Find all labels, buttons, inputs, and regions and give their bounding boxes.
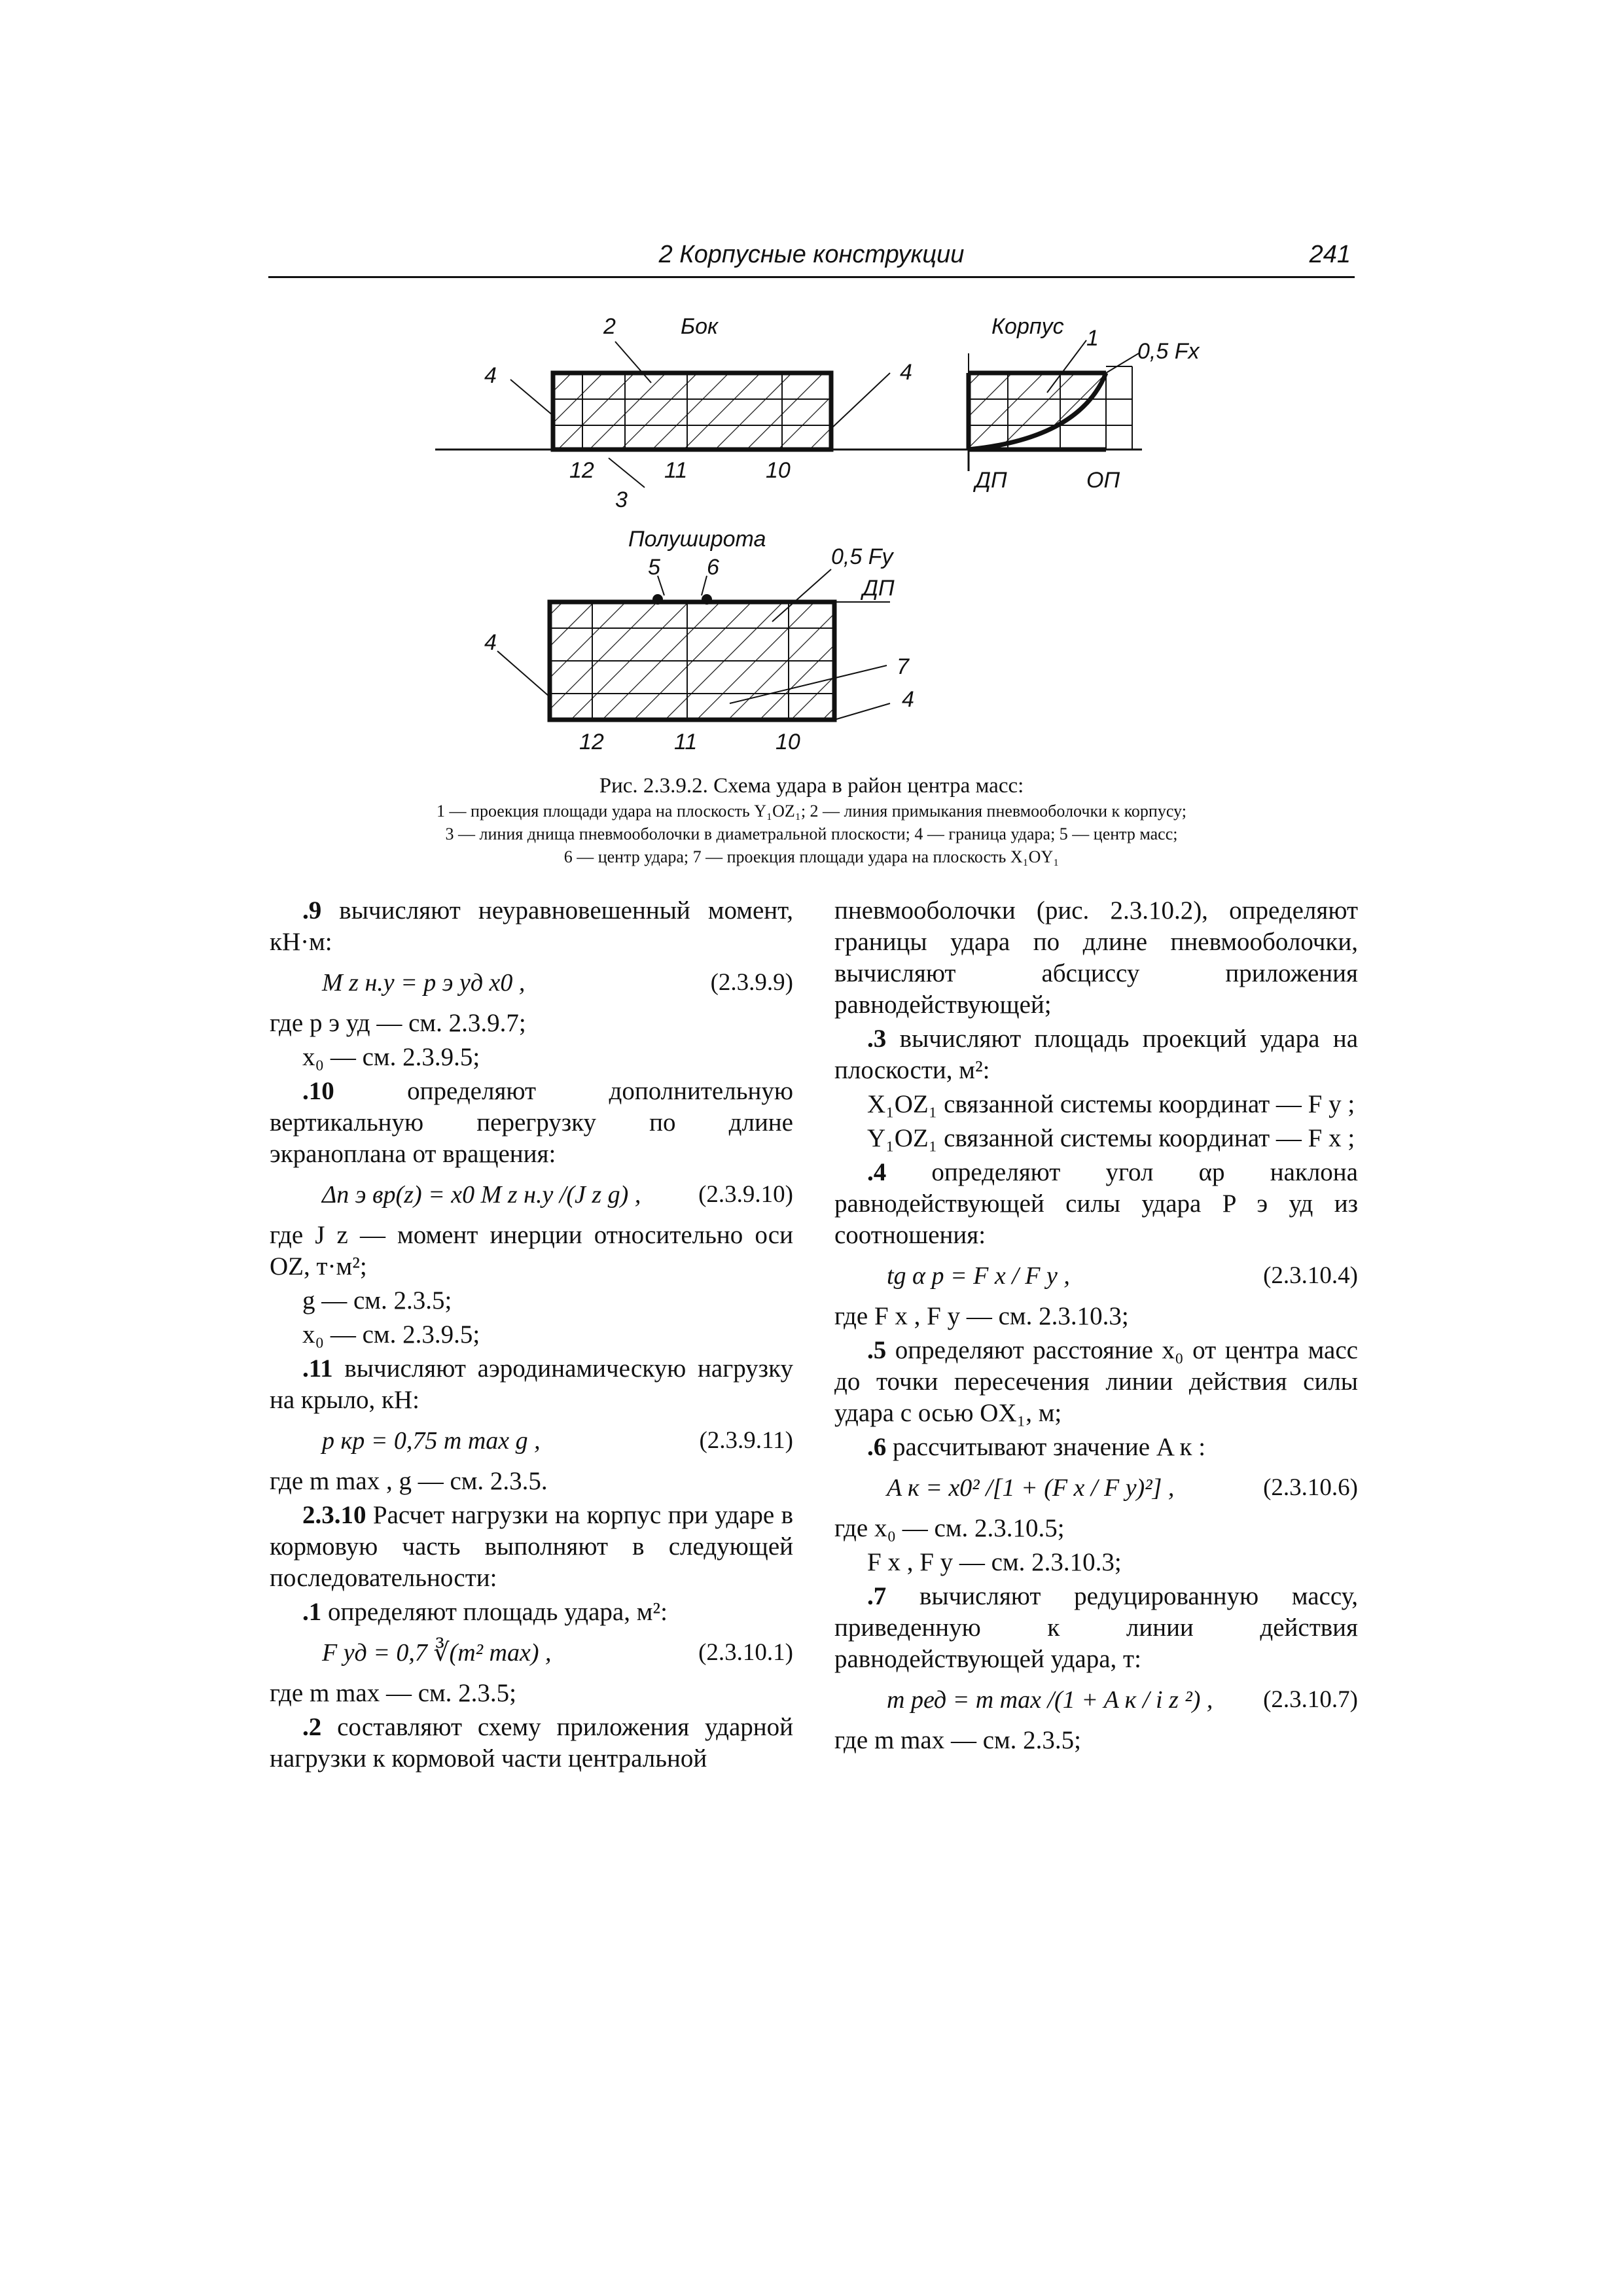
page-number: 241 [1309,241,1351,268]
label-fx: 0,5 Fx [1137,339,1200,364]
equation [834,1472,1358,1504]
paragraph [270,1220,793,1282]
paragraph [834,1581,1358,1675]
equation-formula: Δn э вр(z) = x0 M z н.у /(J z g) , [322,1181,641,1209]
label-10b: 10 [776,730,800,754]
paragraph [834,1089,1358,1120]
paragraph [834,1513,1358,1544]
equation-number: (2.3.9.9) [710,969,793,996]
equation-formula: A к = x0² /[1 + (F x / F y)²] , [887,1474,1175,1502]
label-4d: 4 [902,687,914,712]
paragraph [834,895,1358,1021]
item-number: .1 [302,1598,322,1626]
paragraph-text: где m max — см. 2.3.5; [834,1726,1082,1754]
item-number: .2 [302,1713,322,1741]
center-of-mass-dot [652,594,663,605]
label-2: 2 [603,314,616,339]
figure-caption [196,772,1427,868]
paragraph [270,1597,793,1628]
paragraph [270,1319,793,1351]
equation [270,1425,793,1457]
paragraph-text: рассчитывают значение A к : [886,1433,1206,1461]
paragraph-text: где x₀ — см. 2.3.10.5; [834,1514,1065,1542]
equation-number: (2.3.10.4) [1263,1262,1358,1289]
item-number: .6 [867,1433,887,1461]
item-number: .9 [302,896,322,925]
section-view [969,340,1139,471]
paragraph-text: вычисляют аэродинамическую нагрузку на крыло, кН: [270,1354,793,1414]
paragraph [270,1500,793,1594]
equation-number: (2.3.10.1) [698,1639,793,1666]
paragraph [270,1353,793,1416]
paragraph [270,1008,793,1039]
impact-scheme-figure [0,0,1623,766]
equation-number: (2.3.10.7) [1263,1686,1358,1713]
equation [834,1260,1358,1292]
equation [270,967,793,998]
item-number: .5 [867,1336,887,1364]
paragraph-text: где J z — момент инерции относительно оси OZ, т·м²; [270,1221,793,1280]
paragraph-text: определяют дополнительную вертикальную перегрузку по длине экраноплана от вращения: [270,1077,793,1168]
item-number: .3 [867,1025,887,1053]
label-10a: 10 [766,458,791,483]
left-column [270,895,793,1777]
paragraph-text: определяют угол αр наклона равнодействующей силы удара P э уд из соотношения: [834,1158,1358,1249]
paragraph-text: где m max , g — см. 2.3.5. [270,1467,548,1495]
equation-formula: F уд = 0,7 ∛(m² max) , [322,1639,552,1667]
paragraph [834,1301,1358,1332]
paragraph-text: пневмооболочки (рис. 2.3.10.2), определяют границы удара по длине пневмооболочки, вычисляют абсциссу приложения равнодействующей; [834,896,1358,1019]
paragraph [834,1123,1358,1154]
caption-legend-2: 3 — линия днища пневмооболочки в диаметральной плоскости; 4 — граница удара; 5 — центр масс; [445,824,1178,843]
caption-title: Рис. 2.3.9.2. Схема удара в район центра масс: [599,774,1024,798]
paragraph-text: вычисляют площадь проекций удара на плоскости, м²: [834,1025,1358,1084]
paragraph-text: определяют площадь удара, м²: [321,1598,668,1626]
plan-view [497,569,890,720]
paragraph [270,1678,793,1709]
label-4c: 4 [484,630,497,655]
label-4a: 4 [484,363,497,388]
paragraph [834,1157,1358,1251]
label-12a: 12 [569,458,594,483]
paragraph-text: вычисляют редуцированную массу, приведенную к линии действия равнодействующей удара, т: [834,1582,1358,1673]
equation [270,1179,793,1210]
equation-formula: p кр = 0,75 m max g , [322,1427,541,1455]
label-bok: Бок [681,314,719,339]
label-op: ОП [1086,468,1120,493]
label-1: 1 [1086,326,1099,351]
equation-formula: tg α р = F x / F y , [887,1262,1070,1290]
paragraph [270,1042,793,1073]
label-4b: 4 [900,360,912,385]
equation-formula: M z н.у = p э уд x0 , [322,969,526,997]
caption-legend-1: 1 — проекция площади удара на плоскость Y₁OZ₁; 2 — линия примыкания пневмооболочки к корпусу; [437,802,1186,821]
label-6: 6 [707,555,719,580]
label-5: 5 [648,555,660,580]
label-dp2: ДП [863,576,895,601]
paragraph-text: определяют расстояние x₀ от центра масс до точки пересечения линии действия силы удара с осью OX₁, м; [834,1336,1358,1427]
paragraph-text: F x , F y — см. 2.3.10.3; [867,1548,1122,1576]
paragraph [834,1335,1358,1429]
paragraph-text: x₀ — см. 2.3.9.5; [302,1320,480,1349]
paragraph-text: вычисляют неуравновешенный момент, кН·м: [270,896,793,956]
impact-center-dot [702,594,712,605]
label-11b: 11 [674,730,698,754]
paragraph-text: g — см. 2.3.5; [302,1286,452,1315]
paragraph-text: где F x , F y — см. 2.3.10.3; [834,1302,1129,1330]
item-number: .7 [867,1582,887,1610]
paragraph-text: Расчет нагрузки на корпус при ударе в кормовую часть выполняют в следующей последовательности: [270,1501,793,1592]
equation [270,1637,793,1669]
paragraph-text: составляют схему приложения ударной нагрузки к кормовой части центральной [270,1713,793,1773]
paragraph [270,1712,793,1775]
equation-number: (2.3.9.10) [698,1181,793,1208]
right-column [834,895,1358,1759]
paragraph [834,1725,1358,1756]
label-11a: 11 [664,458,688,483]
paragraph [270,1466,793,1497]
paragraph-text: где p э уд — см. 2.3.9.7; [270,1009,526,1037]
label-dp: ДП [975,468,1007,493]
equation [834,1684,1358,1716]
paragraph [270,1076,793,1170]
equation-number: (2.3.9.11) [699,1427,793,1454]
paragraph [270,1285,793,1316]
paragraph-text: x₀ — см. 2.3.9.5; [302,1043,480,1071]
side-view [510,342,890,487]
label-korpus: Корпус [991,314,1064,339]
paragraph-text: Y₁OZ₁ связанной системы координат — F x ; [867,1124,1355,1152]
label-fy: 0,5 Fy [831,544,893,569]
caption-legend-3: 6 — центр удара; 7 — проекция площади удара на плоскость X₁OY₁ [563,847,1060,866]
equation-number: (2.3.10.6) [1263,1474,1358,1501]
label-polushirota: Полуширота [628,527,766,552]
item-number: .4 [867,1158,887,1186]
equation-formula: m ред = m max /(1 + A к / i z ²) , [887,1686,1213,1714]
item-number: .11 [302,1354,333,1383]
paragraph-text: X₁OZ₁ связанной системы координат — F y ; [867,1090,1355,1118]
paragraph [834,1547,1358,1578]
paragraph [834,1432,1358,1463]
item-number: .10 [302,1077,334,1105]
paragraph [270,895,793,958]
label-3: 3 [615,487,628,512]
header-title: 2 Корпусные конструкции [658,241,965,268]
label-7: 7 [897,654,909,679]
item-number: 2.3.10 [302,1501,366,1529]
paragraph [834,1023,1358,1086]
label-12b: 12 [579,730,604,754]
paragraph-text: где m max — см. 2.3.5; [270,1679,517,1707]
